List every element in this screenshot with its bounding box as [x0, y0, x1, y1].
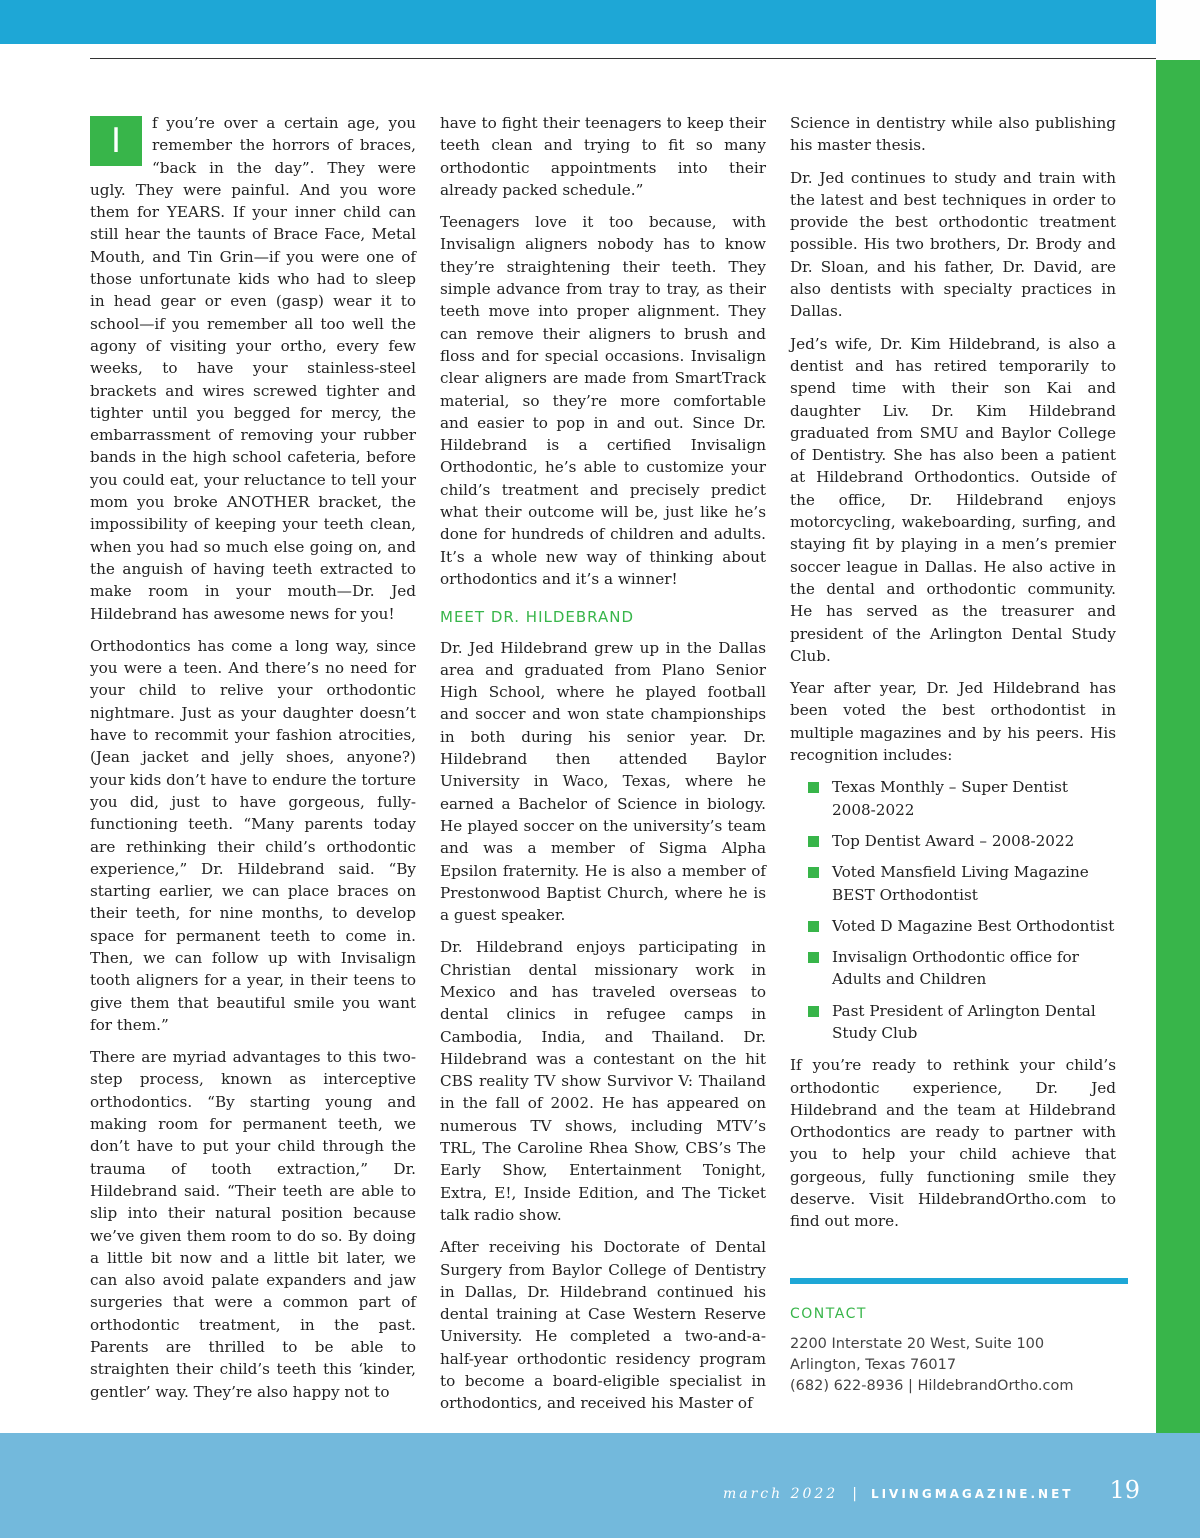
article-paragraph: There are myriad advantages to this two-step process, known as interceptive orthodontics. “By starting young and making room for permanent teeth, we don’t have to put your child through the trauma of tooth extraction,” Dr. Hildebrand said. “Their teeth are able to slip into their natural position because we’ve given them room to do so. By doing a little bit now and a little bit later, we can also avoid palate expanders and jaw surgeries that were a common part of orthodontic treatment, in the past. Parents are thrilled to be able to straighten their child’s teeth this ‘kinder, gentler’ way. They’re also happy not to [90, 1048, 416, 1401]
bullet-square-icon [808, 867, 819, 878]
article-column-2 [440, 112, 766, 1425]
article-column-3 [790, 112, 1116, 1243]
article-paragraph: Dr. Jed Hildebrand grew up in the Dallas area and graduated from Plano Senior High School, where he played football and soccer and won state championships in both during his senior year. Dr. Hildebrand then attended Baylor University in Waco, Texas, where he earned a Bachelor of Science in biology. He played soccer on the university’s team and was a member of Sigma Alpha Epsilon fraternity. He is also a member of Prestonwood Baptist Church, where he is a guest speaker. [440, 638, 766, 925]
contact-address-line-1: 2200 Interstate 20 West, Suite 100 [790, 1336, 1045, 1352]
article-paragraph: Teenagers love it too because, with Invisalign aligners nobody has to know they’re straightening their teeth. They simple advance from tray to tray, as their teeth move into proper alignment. They can remove their aligners to brush and floss and for special occasions. Invisalign clear aligners are made from SmartTrack material, so they’re more comfortable and easier to pop in and out. Since Dr. Hildebrand is a certified Invisalign Orthodontic, he’s able to customize your child’s treatment and precisely predict what their outcome will be, just like he’s done for hundreds of children and adults. It’s a whole new way of thinking about orthodontics and it’s a winner! [440, 213, 766, 588]
article-paragraph: Dr. Hildebrand enjoys participating in Christian dental missionary work in Mexico and has traveled overseas to dental clinics in refugee camps in Cambodia, India, and Thailand. Dr. Hildebrand was a contestant on the hit CBS reality TV show Survivor V: Thailand in the fall of 2002. He has appeared on numerous TV shows, including MTV’s TRL, The Caroline Rhea Show, CBS’s The Early Show, Entertainment Tonight, Extra, E!, Inside Edition, and The Ticket talk radio show. [440, 938, 766, 1224]
article-paragraph: After receiving his Doctorate of Dental Surgery from Baylor College of Dentistry in Dallas, Dr. Hildebrand continued his dental training at Case Western Reserve University. He completed a two-and-a-half-year orthodontic residency program to become a board-eligible specialist in orthodontics, and received his Master of [440, 1238, 766, 1413]
contact-phone-website: (682) 622-8936 | HildebrandOrtho.com [790, 1378, 1074, 1394]
article-paragraph: I f you’re over a certain age, you remember the horrors of braces, “back in the day”. They were ugly. They were painful. And you wore them for YEARS. If your inner child can still hear the taunts of Brace Face, Metal Mouth, and Tin Grin—if you were one of those unfortunate kids who had to sleep in head gear or even (gasp) wear it to school—if you remember all too well the agony of visiting your ortho, every few weeks, to have your stainless-steel brackets and wires screwed tighter and tighter until you begged for mercy, the embarrassment of removing your rubber bands in the high school cafeteria, before you could eat, your reluctance to tell your mom you broke ANOTHER bracket, the impossibility of keeping your teeth clean, when you had so much else going on, and the anguish of having teeth extracted to make room in your mouth—Dr. Jed Hildebrand has awesome news for you! [90, 114, 416, 623]
article-paragraph: Dr. Jed continues to study and train with the latest and best techniques in order to provide the best orthodontic treatment possible. His two brothers, Dr. Brody and Dr. Sloan, and his father, Dr. David, are also dentists with specialty practices in Dallas. [790, 168, 1116, 321]
article-paragraph: Year after year, Dr. Jed Hildebrand has been voted the best orthodontist in multiple magazines and by his peers. His recognition includes: [790, 679, 1116, 765]
list-item: Voted D Magazine Best Orthodontist [808, 915, 1116, 937]
page-footer [723, 1476, 1140, 1504]
article-paragraph: Science in dentistry while also publishing his master thesis. [790, 114, 1116, 155]
contact-block [790, 1306, 1130, 1397]
footer-website: LIVINGMAGAZINE.NET [870, 1487, 1074, 1501]
article-paragraph: Orthodontics has come a long way, since you were a teen. And there’s no need for your child to relive your orthodontic nightmare. Just as your daughter doesn’t have to recommit your fashion atrocities, (Jean jacket and jelly shoes, anyone?) your kids don’t have to endure the torture you did, just to have gorgeous, fully-functioning teeth. “Many parents today are rethinking their child’s orthodontic experience,” Dr. Hildebrand said. “By starting earlier, we can place braces on their teeth, for nine months, to develop space for permanent teeth to come in. Then, we can follow up with Invisalign tooth aligners for a year, in their teens to give them that beautiful smile you want for them.” [90, 636, 416, 1034]
article-column-1 [90, 112, 416, 1413]
recognition-list [808, 776, 1116, 1044]
header-rule [90, 58, 1156, 59]
bullet-square-icon [808, 782, 819, 793]
right-color-bar [1156, 0, 1200, 1538]
bullet-square-icon [808, 921, 819, 932]
list-item: Voted Mansfield Living Magazine BEST Orthodontist [808, 861, 1116, 906]
right-bar-gap [1156, 0, 1200, 60]
contact-title: CONTACT [790, 1306, 867, 1322]
page-number: 19 [1109, 1476, 1140, 1504]
section-heading: MEET DR. HILDEBRAND [440, 608, 635, 627]
drop-cap: I [90, 116, 142, 166]
footer-separator: | [852, 1486, 857, 1502]
contact-divider [790, 1278, 1128, 1284]
bullet-square-icon [808, 836, 819, 847]
top-color-bar [0, 0, 1156, 44]
list-item: Past President of Arlington Dental Study Club [808, 1000, 1116, 1045]
contact-address-line-2: Arlington, Texas 76017 [790, 1357, 957, 1373]
bullet-square-icon [808, 952, 819, 963]
article-paragraph: Jed’s wife, Dr. Kim Hildebrand, is also a dentist and has retired temporarily to spend time with their son Kai and daughter Liv. Dr. Kim Hildebrand graduated from SMU and Baylor College of Dentistry. She has also been a patient at Hildebrand Orthodontics. Outside of the office, Dr. Hildebrand enjoys motorcycling, wakeboarding, surfing, and staying fit by playing in a men’s premier soccer league in Dallas. He also active in the dental and orthodontic community. He has served as the treasurer and president of the Arlington Dental Study Club. [790, 334, 1116, 665]
list-item: Top Dentist Award – 2008-2022 [808, 830, 1116, 852]
bullet-square-icon [808, 1006, 819, 1017]
footer-issue-date: march 2022 [722, 1486, 839, 1502]
list-item: Invisalign Orthodontic office for Adults and Children [808, 946, 1116, 991]
article-paragraph: have to fight their teenagers to keep their teeth clean and trying to fit so many orthodontic appointments into their already packed schedule.” [440, 114, 766, 199]
article-paragraph: If you’re ready to rethink your child’s orthodontic experience, Dr. Jed Hildebrand and the team at Hildebrand Orthodontics are ready to partner with you to help your child achieve that gorgeous, fully functioning smile they deserve. Visit HildebrandOrtho.com to find out more. [790, 1056, 1116, 1231]
list-item: Texas Monthly – Super Dentist 2008-2022 [808, 776, 1116, 821]
